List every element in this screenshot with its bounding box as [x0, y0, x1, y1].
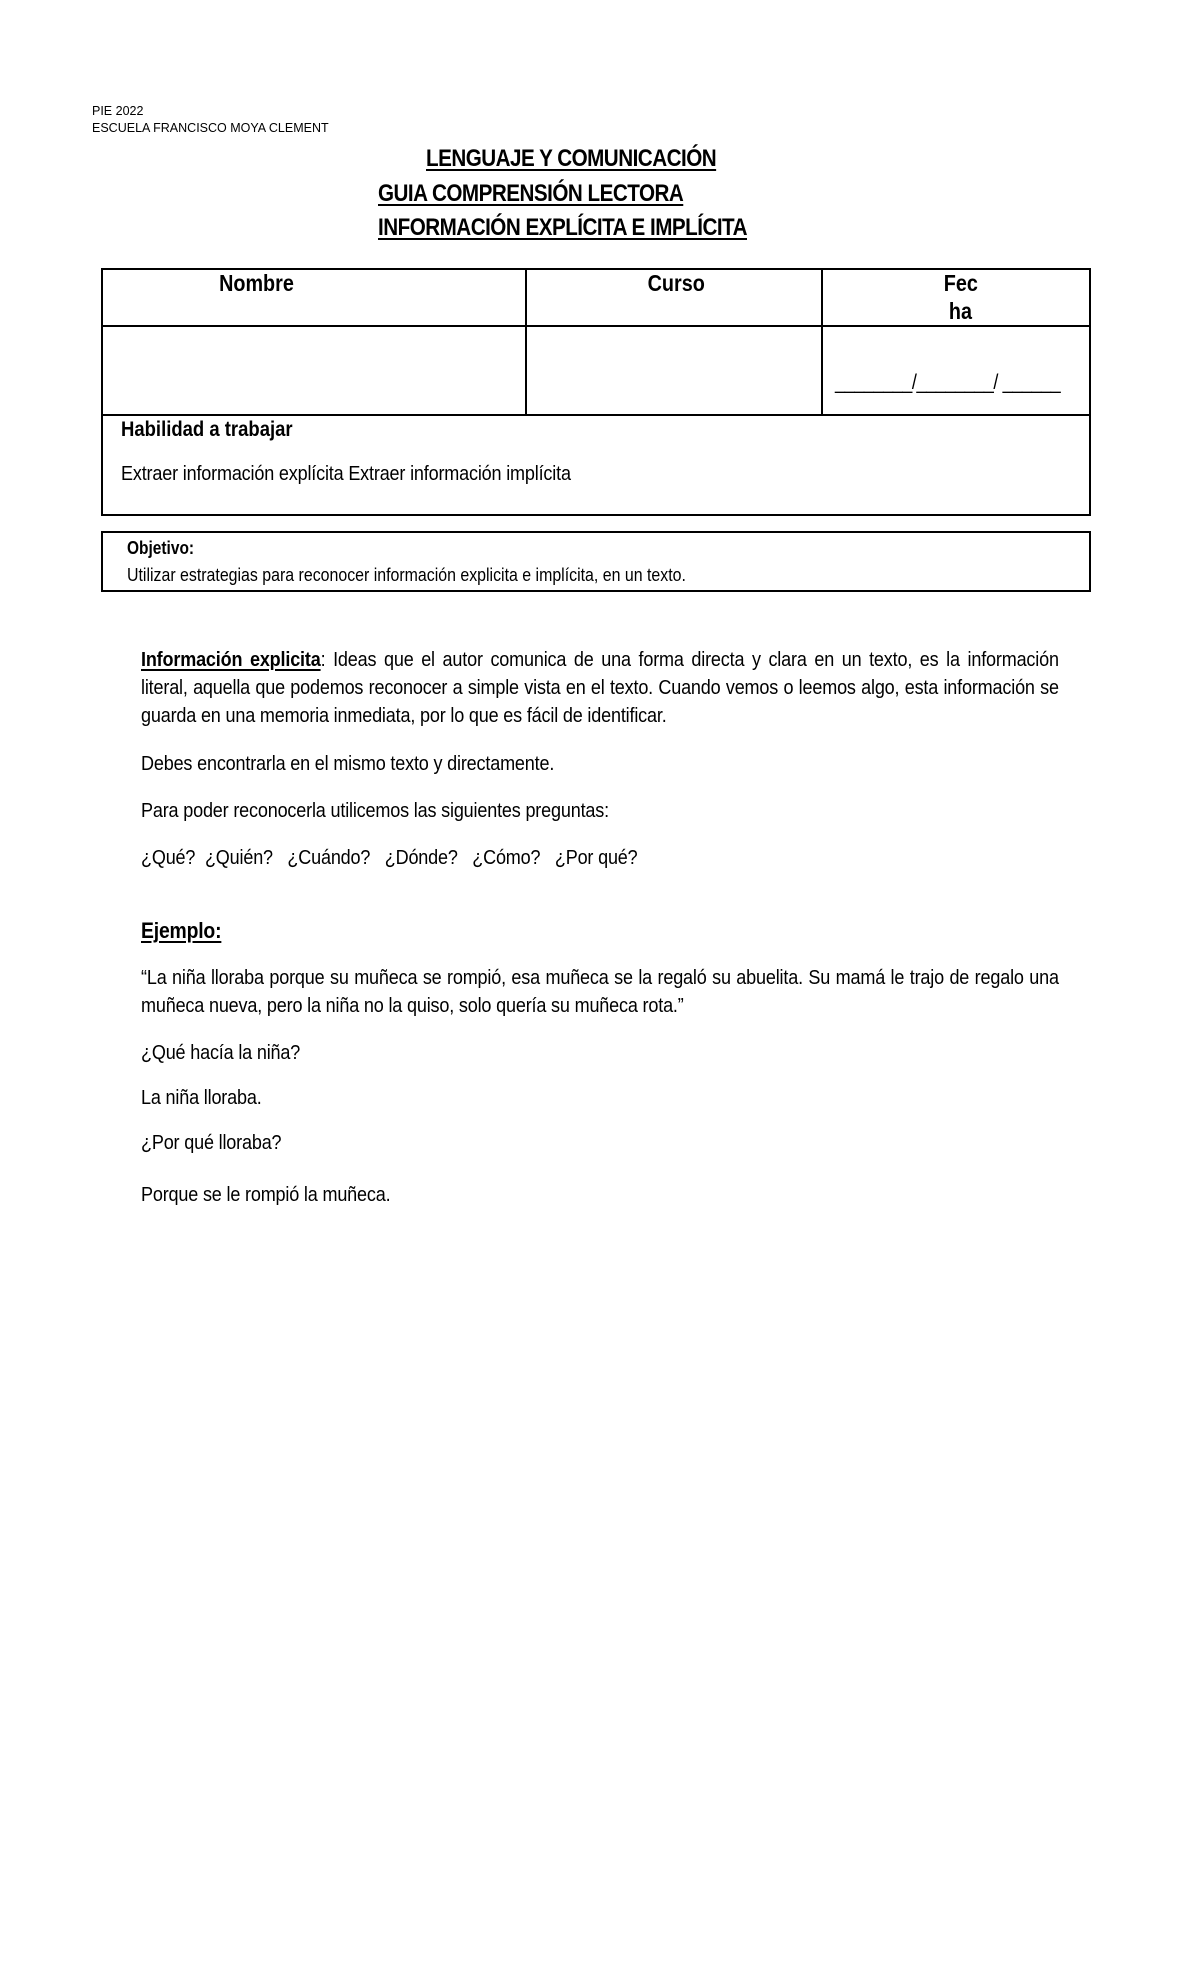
topic-title: INFORMACIÓN EXPLÍCITA E IMPLÍCITA — [378, 214, 748, 241]
header-year: PIE 2022 — [92, 104, 144, 118]
objective-label: Objetivo: — [127, 538, 195, 558]
definition-term: Información explicita — [141, 648, 321, 671]
question-words: ¿Qué? ¿Quién? ¿Cuándo? ¿Dónde? ¿Cómo? ¿Por qué? — [141, 846, 638, 869]
example-answer-2: Porque se le rompió la muñeca. — [141, 1183, 391, 1206]
header-school: ESCUELA FRANCISCO MOYA CLEMENT — [92, 121, 329, 135]
table-divider — [101, 414, 1091, 416]
fecha-field[interactable] — [823, 327, 1089, 413]
guide-title: GUIA COMPRENSIÓN LECTORA — [378, 180, 684, 207]
curso-field[interactable] — [527, 327, 820, 413]
fecha-header-part1: Fec — [943, 270, 978, 296]
date-blank: ________/________/ ______ — [835, 371, 1061, 394]
page-header — [92, 103, 329, 137]
instruction-find: Debes encontrarla en el mismo texto y directamente. — [141, 752, 555, 775]
definition-paragraph — [141, 646, 1059, 730]
example-heading: Ejemplo: — [141, 918, 222, 943]
example-answer-1: La niña lloraba. — [141, 1086, 262, 1109]
subject-title: LENGUAJE Y COMUNICACIÓN — [426, 145, 717, 172]
fecha-header-part2: ha — [948, 298, 972, 324]
nombre-field[interactable] — [103, 327, 524, 413]
curso-header: Curso — [647, 270, 705, 296]
nombre-header: Nombre — [219, 270, 294, 296]
example-quote: “La niña lloraba porque su muñeca se rompió, esa muñeca se la regaló su abuelita. Su mamá le trajo de regalo una muñeca nueva, pero la niña no la quiso, solo quería su muñeca rota.” — [141, 966, 1059, 1017]
example-question-1: ¿Qué hacía la niña? — [141, 1041, 301, 1064]
instruction-questions: Para poder reconocerla utilicemos las siguientes preguntas: — [141, 799, 609, 822]
skill-label: Habilidad a trabajar — [121, 417, 293, 441]
objective-text: Utilizar estrategias para reconocer información explicita e implícita, en un texto. — [127, 564, 686, 585]
example-question-2: ¿Por qué lloraba? — [141, 1131, 282, 1154]
skill-text: Extraer información explícita Extraer información implícita — [121, 462, 571, 485]
definition-text: : Ideas que el autor comunica de una forma directa y clara en un texto, es la información literal, aquella que podemos reconocer a simple vista en el texto. Cuando vemos o leemos algo, esta información se guarda en una memoria inmediata, por lo que es fácil de identificar. — [141, 648, 1059, 727]
